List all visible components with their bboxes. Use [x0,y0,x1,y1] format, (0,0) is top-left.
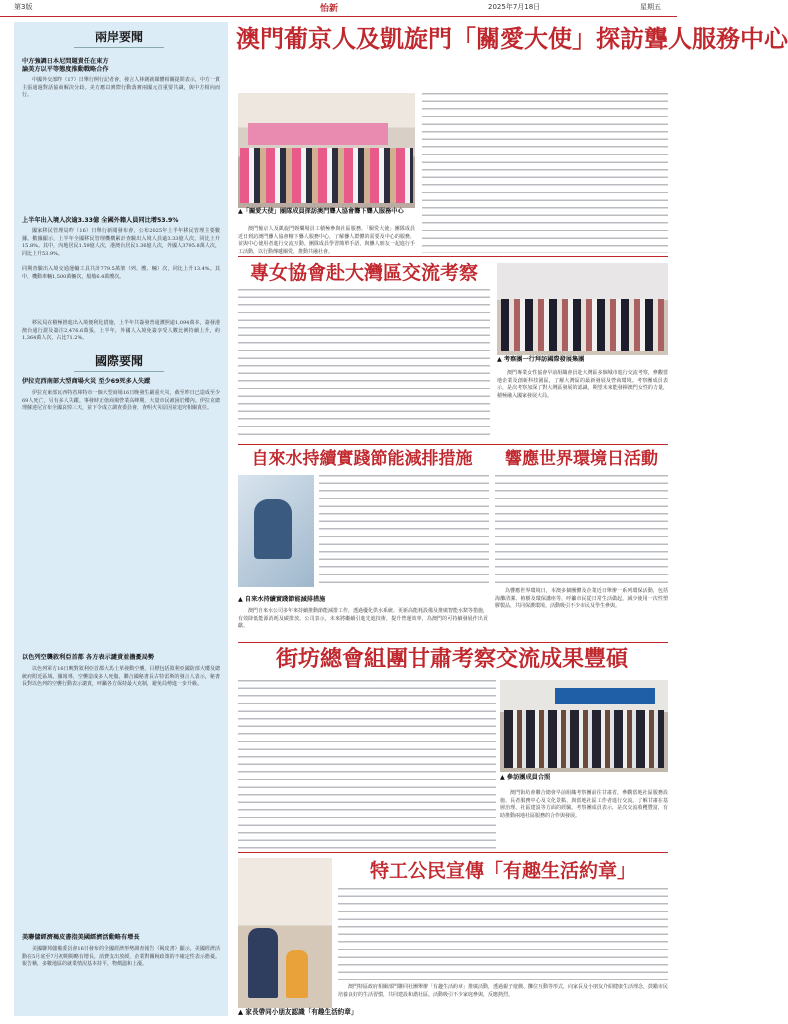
article-title-kaifong-gansu: 街坊總會組團甘肅考察交流成果豐碩 [275,647,628,672]
page-header [0,0,677,17]
person-graphic [248,928,278,998]
article-photo-group [500,680,668,772]
group-people-graphic [504,710,664,768]
article-photo-group [238,93,415,208]
news-headline: 以色列空襲敘利亞首都 各方表示譴責並擔憂局勢 [22,654,155,661]
article-body-columns [238,289,490,439]
group-people-graphic [240,148,413,203]
news-body: 國家移民管理局昨（16）日舉行新聞發布會，公布2025年上半年移民管理主要數據。數據顯示，上半年全國移民管理機構累計查驗出入境人員逾3.33億人次，同比上升15.8%。其中，內地居民1.59億人次，港澳台居民1.36億人次，外國人3795.8萬人次，同比上升53.9%。 同期查驗出入境交通運輸工具共計779.5萬架（列、艘、輛）次，同比上升13.4%。其中，機動車輛1,500萬輛次，船舶6.4萬艘次。 [22,228,220,280]
article-body-columns [238,680,496,850]
article-photo-family [238,858,332,1008]
photo-caption: ▲ 考察團一行拜訪國際發展集團 [497,356,585,363]
article-title-water-energy: 自來水持續實踐節能減排措施 [251,449,473,469]
banner-graphic [555,688,655,704]
article-body: 澳門專業女性協會早前組織會員赴大灣區多個城市進行交流考察，參觀當地企業及創新科技園區，了解大灣區的最新發展及營商環境。考察團成員表示，是次考察加深了對大灣區發展的認識，期望未來能發揮澳門女性的力量，積極融入國家發展大局。 [497,370,668,399]
article-divider [238,256,668,257]
article-body-columns [338,888,668,980]
news-headline: 美聯儲經濟褐皮書指美國經濟活動略有增長 [22,934,140,941]
photo-caption: ▲ 參訪團成員合照 [500,774,551,781]
article-title-caring-ambassadors: 澳門葡京人及凱旋門「關愛大使」探訪聾人服務中心 [236,25,788,53]
article-photo-group [497,263,668,355]
article-body: 澳門自來水公司多年來持續推動節能減排工作，透過優化供水系統、更新高能耗設備及推廣智能水錶等措施，有效降低能源消耗及碳排放。公司表示，未來將繼續引進先進技術，提升營運效率，為澳門的可持續發展作出貢獻。 [238,608,489,630]
photo-caption: ▲ 自來水持續實踐節能減排措施 [238,596,326,603]
news-headline: 伊拉克西南部大型商場火災 至少69死多人失蹤 [22,378,151,385]
masthead-logo: 怡新 [320,4,339,14]
banner-graphic [248,123,388,145]
group-people-graphic [501,299,664,351]
news-body: 中國外交部昨（17）日舉行例行記者會，發言人林劍就媒體相關提問表示，中方一貫主張通過對話協商解決分歧。美方應以實際行動落實兩國元首重要共識，與中方相向而行。 [22,77,220,99]
news-body: 以色列軍方16日晚對敘利亞首都大馬士革發動空襲，目標包括敘利亞國防部大樓及總統府附近區域。據報導，空襲造成多人死傷。聯合國秘書長古特雷斯的發言人表示，秘書長對以色列的空襲行動表示譴責，呼籲各方保持最大克制，避免局勢進一步升級。 [22,666,220,688]
article-body: 澳門葡京人及凱旋門娛樂場員工積極參與社區服務，「關愛大使」團隊成員近日到訪澳門聾人協會轄下聾人服務中心，了解聾人群體的需要及中心的服務，並與中心使用者進行交流互動。團隊成員學習簡單手語，與聾人朋友一起進行手工活動，以行動傳遞關愛，推動共融社會。 [238,226,415,255]
news-body: 伊拉克東部瓦西特省庫特市一個大型商場16日晚發生嚴重火災，截至昨日已造成至少69人死亡，另有多人失蹤。事發時正值商場營業高峰期，大量市民被困於樓內。伊拉克總理蘇達尼宣布全國哀悼三天，並下令成立調查委員會，查明火災原因並追究相關責任。 [22,390,220,412]
article-divider [238,852,668,853]
section-title-cross-strait: 兩岸要聞 [74,28,164,48]
article-title-lifestyle-charter: 特工公民宣傳「有趣生活約章」 [369,860,636,882]
article-body-columns [319,475,489,585]
article-body-columns [422,93,668,253]
article-title-environment-day: 響應世界環境日活動 [505,449,658,469]
article-body-columns [495,475,668,585]
person-graphic [286,950,308,998]
article-body: 澳門街坊會聯合總會早前組織考察團前往甘肅省，參觀當地社區服務設施、長者服務中心及文化景點，與當地社區工作者進行交流，了解甘肅在基層治理、社區建設等方面的經驗。考察團成員表示，是次交流收穫豐富，有助推動兩地社區服務的合作與發展。 [500,790,668,819]
weekday: 星期五 [640,3,661,11]
person-graphic [254,499,292,559]
article-photo-office [238,475,314,587]
issue-date: 2025年7月18日 [488,3,541,11]
photo-caption: ▲ 家長帶同小朋友認識「有趣生活約章」 [238,1008,358,1016]
news-body: 移民局在積極推進出入境便利化措施，上半年共簽發普通護照逾1,094萬本，簽發港澳台通行證及簽注2,476.6萬張，上半年，外國人入境免簽享受人數比例持續上升，約1,364萬人次，占比71.2%。 [22,320,220,342]
page-number: 第3版 [14,3,33,11]
article-title-greater-bay: 專女協會赴大灣區交流考察 [249,262,478,284]
article-divider [238,642,668,643]
news-body: 美國聯邦儲備委員會16日發布的全國經濟形勢調查報告（褐皮書）顯示，美國經濟活動在5月底至7月初期間略有增長，消費支出放緩，企業對關稅政策的不確定性表示擔憂。報告稱，多數地區的就業情況基本持平，物價溫和上漲。 [22,946,220,968]
photo-caption: ▲「關愛大使」團隊成員探訪澳門聾人協會聾下聾人服務中心 [238,208,404,215]
news-headline: 中方強調日本尼問題責任在東方 論美方以平等態度推動戰略合作 [22,58,109,73]
article-body: 澳門特區政府相關部門聯同社團舉辦「有趣生活約章」推廣活動，透過親子遊戲、攤位互動等形式，向家長及小朋友介紹健康生活理念，鼓勵市民培養良好的生活習慣，共同建設和諧社區。活動吸引不少家庭參與，反應熱烈。 [338,984,669,998]
section-title-international: 國際要聞 [74,352,164,372]
news-column [14,22,228,1016]
article-divider [238,444,668,445]
article-body: 為響應世界環境日，本澳多個團體及企業近日舉辦一系列環保活動，包括海灘清潔、植樹及環保講座等，呼籲市民從日常生活做起，減少使用一次性塑膠製品，共同保護環境。活動吸引不少市民及學生參與。 [495,588,668,610]
news-headline: 上半年出入境人次逾3.33億 全國外籍人員同比增53.9% [22,217,179,224]
